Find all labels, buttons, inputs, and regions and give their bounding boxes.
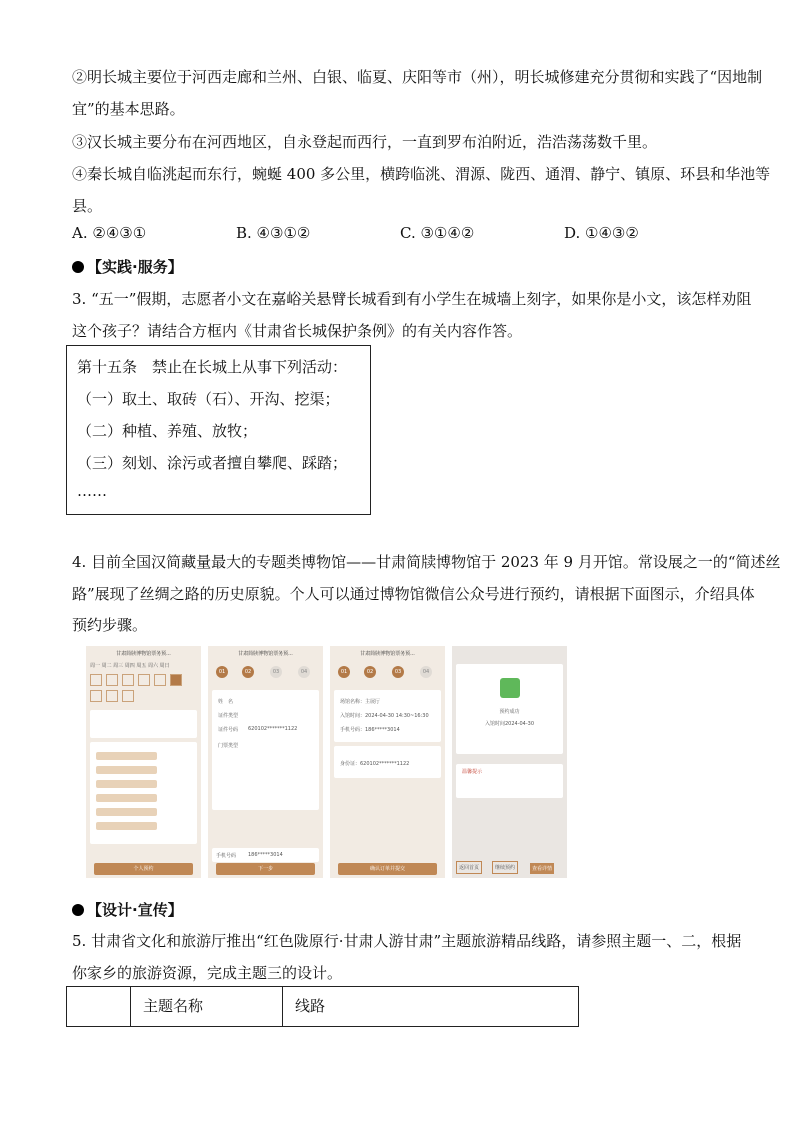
ticket-row [96, 822, 157, 830]
step-circle: 03 [392, 666, 404, 678]
date-cell [122, 690, 134, 702]
question-3-line-1: 3. “五一”假期，志愿者小文在嘉峪关悬臂长城看到有小学生在城墙上刻字，如果你是小文，该怎样劝阻 [72, 290, 752, 308]
continue-button: 继续预约 [492, 861, 518, 874]
step-circle: 04 [420, 666, 432, 678]
date-cell [138, 674, 150, 686]
regulation-line-5: …… [77, 482, 107, 500]
next-step-button: 下一步 [216, 863, 315, 875]
table-header-theme-name: 主题名称 [143, 997, 204, 1015]
home-button: 返回首页 [456, 861, 482, 874]
question-4-line-3: 预约步骤。 [72, 616, 148, 634]
ticket-list-card [90, 742, 197, 844]
phone-value: 186*****3014 [248, 852, 283, 858]
phone-label: 手机号码 [216, 853, 237, 859]
question-4-line-1: 4. 目前全国汉简藏量最大的专题类博物馆——甘肃简牍博物馆于 2023 年 9 月开馆。常设展之一的“简述丝 [72, 553, 781, 571]
date-cell [122, 674, 134, 686]
paragraph-line-2: ②明长城主要位于河西走廊和兰州、白银、临夏、庆阳等市（州），明长城修建充分贯彻和实践了“因地制 [72, 68, 763, 86]
phone-screen-date-select [86, 646, 201, 878]
section-heading-practice: 【实践·服务】 [72, 256, 183, 277]
date-cell [90, 690, 102, 702]
notice-title: 温馨提示 [462, 769, 483, 775]
step-circle: 02 [242, 666, 254, 678]
visitor-card [334, 746, 441, 778]
step-circle: 03 [270, 666, 282, 678]
date-cell [154, 674, 166, 686]
regulation-line-1: 第十五条 禁止在长城上从事下列活动： [77, 358, 348, 376]
details-button: 查看详情 [530, 863, 554, 874]
regulation-line-3: （二）种植、养殖、放牧； [77, 422, 258, 440]
question-3-line-2: 这个孩子？请结合方框内《甘肃省长城保护条例》的有关内容作答。 [72, 322, 523, 340]
visitor-form-card [212, 690, 319, 810]
venue-text: 场馆名称：主展厅 [340, 699, 381, 705]
time-text: 入馆时间：2024-04-30 14:30~16:30 [340, 713, 429, 719]
date-cell [90, 674, 102, 686]
ticket-row [96, 794, 157, 802]
paragraph-line-3: ③汉长城主要分布在河西地区，自永登起而西行，一直到罗布泊附近，浩浩荡荡数千里。 [72, 133, 658, 151]
id-label: 证件号码 [218, 727, 239, 733]
step-circle: 01 [216, 666, 228, 678]
answer-options [72, 224, 752, 246]
phone-title: 甘肃简牍博物馆票务预... [116, 651, 171, 657]
personal-booking-button: 个人预约 [94, 863, 193, 875]
paragraph-line-4: ④秦长城自临洮起而东行，蜿蜒 400 多公里，横跨临洮、渭源、陇西、通渭、静宁、镇原、环县和华池等 [72, 165, 771, 183]
booking-screenshots [86, 646, 566, 878]
confirm-order-button: 确认订单并提交 [338, 863, 437, 875]
phone-screen-visitor-info [208, 646, 323, 878]
date-cell [106, 674, 118, 686]
entry-date-text: 入馆时间2024-04-30 [484, 721, 535, 727]
theme-table [66, 986, 579, 1027]
step-circle: 02 [364, 666, 376, 678]
section-heading-design: 【设计·宣传】 [72, 899, 183, 920]
name-label: 姓 名 [218, 699, 234, 705]
step-circle: 04 [298, 666, 310, 678]
id-text: 身份证：620102*******1122 [340, 761, 410, 767]
bullet-dot-icon [72, 261, 84, 273]
phone-text: 手机号码：186*****3014 [340, 727, 400, 733]
ticket-row [96, 752, 157, 760]
paragraph-line-2-cont: 宜”的基本思路。 [72, 100, 185, 118]
date-cell [106, 690, 118, 702]
calendar-check-icon [500, 678, 520, 698]
question-5-line-1: 5. 甘肃省文化和旅游厅推出“红色陇原行·甘肃人游甘肃”主题旅游精品线路，请参照主题一、二，根据 [72, 932, 742, 950]
date-cell-selected [170, 674, 182, 686]
time-slot-card [90, 710, 197, 738]
question-4-line-2: 路”展现了丝绸之路的历史原貌。个人可以通过博物馆微信公众号进行预约，请根据下面图示，介绍具体 [72, 585, 755, 603]
ticket-row [96, 766, 157, 774]
option-b: B. ④③①② [236, 224, 311, 242]
id-value: 620102*******1122 [248, 726, 298, 732]
option-d: D. ①④③② [564, 224, 639, 242]
bullet-dot-icon [72, 904, 84, 916]
regulation-box [66, 345, 371, 515]
order-summary-card [334, 690, 441, 742]
ticket-type-label: 门票类型 [218, 743, 239, 749]
id-type-label: 证件类型 [218, 713, 239, 719]
phone-field-card [212, 848, 319, 862]
paragraph-line-4-cont: 县。 [72, 197, 103, 215]
phone-title: 甘肃简牍博物馆票务预... [238, 651, 293, 657]
table-header-route: 线路 [295, 997, 326, 1015]
weekday-row: 周一 周二 周三 周四 周五 周六 周日 [90, 663, 170, 669]
regulation-line-4: （三）刻划、涂污或者擅自攀爬、踩踏； [77, 454, 348, 472]
success-text: 预约成功 [499, 709, 520, 715]
ticket-row [96, 780, 157, 788]
phone-title: 甘肃简牍博物馆票务预... [360, 651, 415, 657]
ticket-row [96, 808, 157, 816]
option-c: C. ③①④② [400, 224, 475, 242]
phone-screen-success [452, 646, 567, 878]
regulation-line-2: （一）取土、取砖（石）、开沟、挖渠； [77, 390, 340, 408]
step-circle: 01 [338, 666, 350, 678]
question-5-line-2: 你家乡的旅游资源，完成主题三的设计。 [72, 964, 343, 982]
notice-card [456, 764, 563, 798]
success-card [456, 664, 563, 754]
option-a: A. ②④③① [72, 224, 147, 242]
phone-screen-confirm-order [330, 646, 445, 878]
